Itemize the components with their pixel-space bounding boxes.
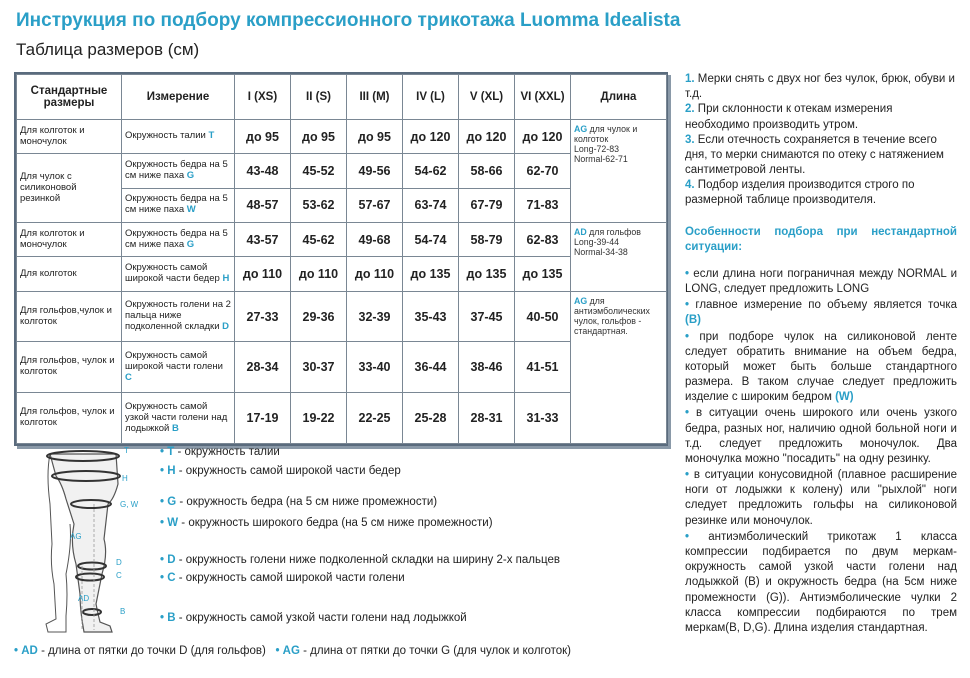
instructions-panel <box>685 72 957 637</box>
special-item: • в ситуации очень широкого или очень узкого бедра, разных ног, наличию одной больной ноги и т.д. следует предложить моночулок. Два моночулка можно "посадить" на одну резинку. <box>685 407 957 465</box>
size-value: 71-83 <box>515 188 571 222</box>
size-value: 40-50 <box>515 291 571 342</box>
header-length: Длина <box>571 75 667 120</box>
size-value: 41-51 <box>515 342 571 393</box>
size-value: 27-33 <box>235 291 291 342</box>
size-value: до 120 <box>459 120 515 154</box>
fig-label-c: C <box>116 571 122 580</box>
row-label: Для колготок и моночулок <box>17 120 122 154</box>
fig-label-h: H <box>122 474 128 483</box>
row-label: Для гольфов, чулок и колготок <box>17 342 122 393</box>
fig-label-ag: AG <box>70 532 82 541</box>
leg-diagram <box>36 444 156 639</box>
row-measurement: Окружность самой узкой части голени над лодыжкой B <box>122 393 235 444</box>
instruction-item: 3. Если отечность сохраняется в течение всего дня, то мерки снимаются по отеку с натяжением сантиметровой ленты. <box>685 133 944 177</box>
row-label: Для колготок и моночулок <box>17 222 122 256</box>
fig-label-gw: G, W <box>120 500 139 509</box>
row-measurement: Окружность голени на 2 пальца ниже подколенной складки D <box>122 291 235 342</box>
fig-label-t: T <box>124 446 129 455</box>
special-item: • в ситуации конусовидной (плавное расширение ноги от лодыжки к колену) или "рыхлой" ноги следует предложить гольфы на силиконовой резинке или моночулок. <box>685 469 957 527</box>
size-value: 54-62 <box>403 154 459 188</box>
size-value: 67-79 <box>459 188 515 222</box>
size-value: 43-48 <box>235 154 291 188</box>
size-value: 22-25 <box>347 393 403 444</box>
size-value: 25-28 <box>403 393 459 444</box>
header-size-1: I (XS) <box>235 75 291 120</box>
size-value: 45-62 <box>291 222 347 256</box>
fig-label-b: B <box>120 607 126 616</box>
header-standard-sizes: Стандартные размеры <box>17 75 122 120</box>
legend-item: • W - окружность широкого бедра (на 5 см ниже промежности) <box>160 517 493 529</box>
size-value: 28-34 <box>235 342 291 393</box>
size-value: 29-36 <box>291 291 347 342</box>
size-value: 31-33 <box>515 393 571 444</box>
special-item: • при подборе чулок на силиконовой ленте следует обратить внимание на объем бедра, который может быть больше стандартного размера. В таком случае следует предложить изделие с широким бедром (W) <box>685 330 957 404</box>
row-measurement: Окружность бедра на 5 см ниже паха G <box>122 222 235 256</box>
size-value: до 110 <box>347 257 403 291</box>
size-value: 45-52 <box>291 154 347 188</box>
special-heading: Особенности подбора при нестандартной ситуации: <box>685 225 957 253</box>
size-value: 48-57 <box>235 188 291 222</box>
header-size-4: IV (L) <box>403 75 459 120</box>
fig-label-ad: AD <box>78 594 90 603</box>
legend-item: • T - окружность талии <box>160 446 280 458</box>
size-value: 62-83 <box>515 222 571 256</box>
row-measurement: Окружность самой широкой части голени C <box>122 342 235 393</box>
size-value: 54-74 <box>403 222 459 256</box>
legend-item: • D - окружность голени ниже подколенной складки на ширину 2-х пальцев <box>160 554 560 566</box>
row-label: Для гольфов,чулок и колготок <box>17 291 122 342</box>
row-measurement: Окружность талии T <box>122 120 235 154</box>
size-value: 63-74 <box>403 188 459 222</box>
size-table <box>14 72 668 446</box>
size-value: 49-56 <box>347 154 403 188</box>
special-list <box>685 267 957 636</box>
instruction-item: 1. Мерки снять с двух ног без чулок, брюк, обуви и т.д. <box>685 73 955 101</box>
legend-item: • C - окружность самой широкой части голени <box>160 572 405 584</box>
length-ag-antiembolic: AG для антиэмболических чулок, гольфов - стандартная. <box>571 291 667 443</box>
special-item: • антиэмболический трикотаж 1 класса компрессии подбирается по двум меркам- окружность самой узкой части голени над лодыжкой (B) и окружность бедра (на 5см ниже промежности (G)). Антиэмболические чулки 2 класса компрессии подбираются по трем меркам(B, D,G). Длина изделия стандартная. <box>685 530 957 634</box>
legend-item: • G - окружность бедра (на 5 см ниже промежности) <box>160 496 438 508</box>
length-footnotes: • AD - длина от пятки до точки D (для гольфов) • AG - длина от пятки до точки G (для чулок и колготок) <box>14 645 572 657</box>
length-ag: AG для чулок и колготок Long-72-83 Normal-62-71 <box>571 120 667 223</box>
instruction-item: 2. При склонности к отекам измерения необходимо производить утром. <box>685 103 893 131</box>
table-row <box>17 154 667 188</box>
row-measurement: Окружность бедра на 5 см ниже паха G <box>122 154 235 188</box>
size-value: до 120 <box>403 120 459 154</box>
table-row <box>17 222 667 256</box>
table-row <box>17 342 667 393</box>
row-measurement: Окружность бедра на 5 см ниже паха W <box>122 188 235 222</box>
header-size-2: II (S) <box>291 75 347 120</box>
header-size-3: III (M) <box>347 75 403 120</box>
table-row <box>17 257 667 291</box>
size-value: 33-40 <box>347 342 403 393</box>
size-value: 43-57 <box>235 222 291 256</box>
header-size-6: VI (XXL) <box>515 75 571 120</box>
size-value: 62-70 <box>515 154 571 188</box>
size-value: 57-67 <box>347 188 403 222</box>
special-item: • если длина ноги пограничная между NORMAL и LONG, следует предложить LONG <box>685 267 957 296</box>
legend-item: • B - окружность самой узкой части голени над лодыжкой <box>160 612 467 624</box>
row-label: Для гольфов, чулок и колготок <box>17 393 122 444</box>
size-value: до 95 <box>291 120 347 154</box>
size-value: до 110 <box>235 257 291 291</box>
row-measurement: Окружность самой широкой части бедер H <box>122 257 235 291</box>
size-value: 32-39 <box>347 291 403 342</box>
legend-item: • H - окружность самой широкой части бедер <box>160 465 401 477</box>
page-title: Инструкция по подбору компрессионного трикотажа Luomma Idealista <box>16 10 681 31</box>
page-subtitle: Таблица размеров (см) <box>16 40 200 59</box>
table-row <box>17 120 667 154</box>
size-value: 36-44 <box>403 342 459 393</box>
fig-label-d: D <box>116 558 122 567</box>
row-label: Для колготок <box>17 257 122 291</box>
special-item: • главное измерение по объему является точка (B) <box>685 299 957 327</box>
size-value: до 95 <box>347 120 403 154</box>
size-value: до 110 <box>291 257 347 291</box>
size-value: 49-68 <box>347 222 403 256</box>
size-value: 58-66 <box>459 154 515 188</box>
size-value: 28-31 <box>459 393 515 444</box>
size-value: до 135 <box>515 257 571 291</box>
table-row <box>17 393 667 444</box>
header-size-5: V (XL) <box>459 75 515 120</box>
table-header-row <box>17 75 667 120</box>
size-value: 17-19 <box>235 393 291 444</box>
size-value: до 135 <box>403 257 459 291</box>
table-row <box>17 291 667 342</box>
size-value: 53-62 <box>291 188 347 222</box>
length-ad: AD для гольфов Long-39-44 Normal-34-38 <box>571 222 667 291</box>
size-value: 35-43 <box>403 291 459 342</box>
size-value: 58-79 <box>459 222 515 256</box>
row-label: Для чулок с силиконовой резинкой <box>17 154 122 223</box>
size-value: до 95 <box>235 120 291 154</box>
size-value: 38-46 <box>459 342 515 393</box>
size-value: 19-22 <box>291 393 347 444</box>
size-value: до 135 <box>459 257 515 291</box>
size-value: 30-37 <box>291 342 347 393</box>
size-value: 37-45 <box>459 291 515 342</box>
instruction-item: 4. Подбор изделия производится строго по размерной таблице производителя. <box>685 179 915 207</box>
header-measurement: Измерение <box>122 75 235 120</box>
size-value: до 120 <box>515 120 571 154</box>
